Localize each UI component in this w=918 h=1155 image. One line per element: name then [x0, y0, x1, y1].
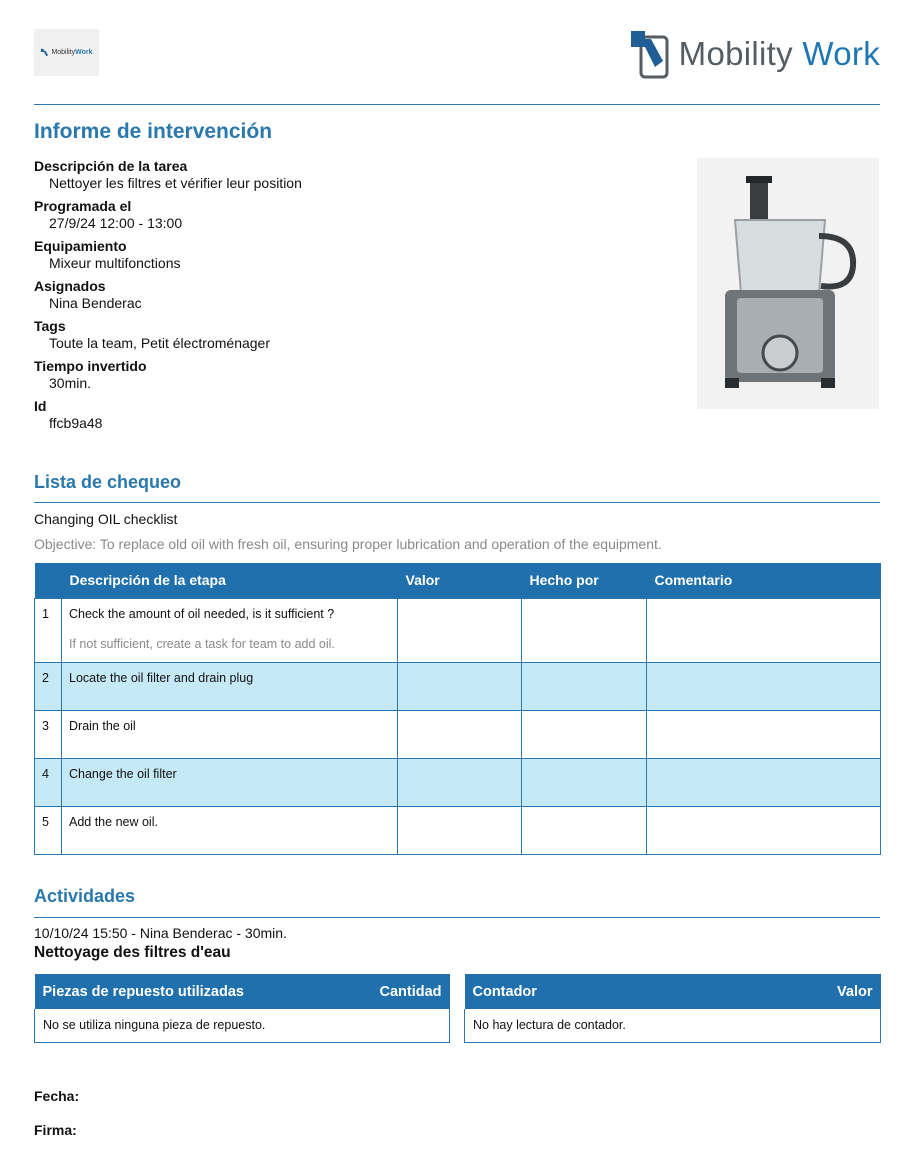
field-value: ffcb9a48: [49, 415, 103, 431]
field-time-spent: [34, 358, 634, 392]
checklist-objective: Objective: To replace old oil with fresh oil, ensuring proper lubrication and operation of the equipment.: [34, 536, 662, 552]
table-row: [35, 1009, 450, 1042]
field-value: Mixeur multifonctions: [49, 255, 181, 271]
checklist-name: Changing OIL checklist: [34, 511, 178, 527]
col-header-description: Descripción de la etapa: [62, 563, 398, 598]
spare-parts-table: [34, 974, 450, 1043]
checklist-table: [34, 563, 881, 855]
counter-table: [464, 974, 881, 1043]
step-comment-cell[interactable]: [647, 662, 881, 710]
step-comment-cell[interactable]: [647, 598, 881, 662]
counter-value-cell: [715, 1009, 881, 1042]
activity-title: Nettoyage des filtres d'eau: [34, 944, 231, 961]
step-done-by-cell[interactable]: [522, 662, 647, 710]
logo-small-text: MobilityWork: [51, 49, 93, 56]
field-label: Asignados: [34, 278, 106, 294]
col-header-counter-value: Valor: [715, 974, 881, 1009]
step-number: 2: [35, 662, 62, 710]
wrench-icon: [40, 48, 49, 57]
field-label: Equipamiento: [34, 238, 127, 254]
table-row: [465, 1009, 881, 1042]
field-value: Toute la team, Petit électroménager: [49, 335, 271, 351]
step-done-by-cell[interactable]: [522, 806, 647, 854]
wrench-phone-icon: [629, 29, 673, 79]
col-header-done-by: Hecho por: [522, 563, 647, 598]
activities-divider: [34, 917, 880, 918]
step-comment-cell[interactable]: [647, 806, 881, 854]
header-divider: [34, 104, 880, 105]
report-fields: [34, 158, 634, 438]
table-row: [35, 806, 881, 854]
step-number: 5: [35, 806, 62, 854]
step-description: Change the oil filter: [62, 758, 398, 806]
signature-label: Firma:: [34, 1122, 77, 1138]
checklist-header-row: [35, 563, 881, 598]
field-label: Programada el: [34, 198, 132, 214]
step-value-cell[interactable]: [398, 806, 522, 854]
step-comment-cell[interactable]: [647, 758, 881, 806]
step-description: Locate the oil filter and drain plug: [62, 662, 398, 710]
step-done-by-cell[interactable]: [522, 598, 647, 662]
company-logo-small: [34, 29, 99, 76]
checklist-divider: [34, 502, 880, 503]
step-number: 4: [35, 758, 62, 806]
field-value: 27/9/24 12:00 - 13:00: [49, 215, 183, 231]
field-label: Descripción de la tarea: [34, 158, 188, 174]
report-title: Informe de intervención: [34, 120, 273, 143]
table-row: [35, 662, 881, 710]
counter-header-row: [465, 974, 881, 1009]
logo-wordmark: Mobility Work: [678, 35, 880, 72]
field-tags: [34, 318, 634, 352]
table-row: [35, 598, 881, 662]
activity-meta: 10/10/24 15:50 - Nina Benderac - 30min.: [34, 925, 287, 941]
step-title: Check the amount of oil needed, is it sufficient ?: [69, 606, 335, 621]
table-row: [35, 710, 881, 758]
spare-parts-empty-message: No se utiliza ninguna pieza de repuesto.: [35, 1009, 340, 1042]
food-processor-image: [697, 158, 879, 409]
company-logo: [629, 28, 880, 80]
date-label: Fecha:: [34, 1088, 80, 1104]
field-value: Nina Benderac: [49, 295, 142, 311]
step-description: Add the new oil.: [62, 806, 398, 854]
field-assignees: [34, 278, 634, 312]
step-number: 1: [35, 598, 62, 662]
activities-title: Actividades: [34, 886, 136, 906]
table-row: [35, 758, 881, 806]
step-value-cell[interactable]: [398, 598, 522, 662]
checklist-title: Lista de chequeo: [34, 472, 182, 492]
step-note: If not sufficient, create a task for team to add oil.: [69, 636, 335, 651]
step-value-cell[interactable]: [398, 662, 522, 710]
equipment-photo: [697, 158, 879, 409]
col-header-number: [35, 563, 62, 598]
field-task-description: [34, 158, 634, 192]
step-value-cell[interactable]: [398, 710, 522, 758]
field-scheduled: [34, 198, 634, 232]
step-value-cell[interactable]: [398, 758, 522, 806]
step-number: 3: [35, 710, 62, 758]
field-equipment: [34, 238, 634, 272]
spare-parts-header-row: [35, 974, 450, 1009]
step-description: [62, 598, 398, 662]
field-id: [34, 398, 634, 432]
col-header-quantity: Cantidad: [340, 974, 450, 1009]
field-value: 30min.: [49, 375, 92, 391]
field-label: Tags: [34, 318, 66, 334]
col-header-comment: Comentario: [647, 563, 881, 598]
col-header-value: Valor: [398, 563, 522, 598]
quantity-cell: [340, 1009, 450, 1042]
step-done-by-cell[interactable]: [522, 710, 647, 758]
col-header-counter: Contador: [465, 974, 715, 1009]
field-value: Nettoyer les filtres et vérifier leur position: [49, 175, 302, 191]
step-comment-cell[interactable]: [647, 710, 881, 758]
field-label: Tiempo invertido: [34, 358, 147, 374]
field-label: Id: [34, 398, 47, 414]
counter-empty-message: No hay lectura de contador.: [465, 1009, 715, 1042]
step-description: Drain the oil: [62, 710, 398, 758]
col-header-spare-parts: Piezas de repuesto utilizadas: [35, 974, 340, 1009]
step-done-by-cell[interactable]: [522, 758, 647, 806]
